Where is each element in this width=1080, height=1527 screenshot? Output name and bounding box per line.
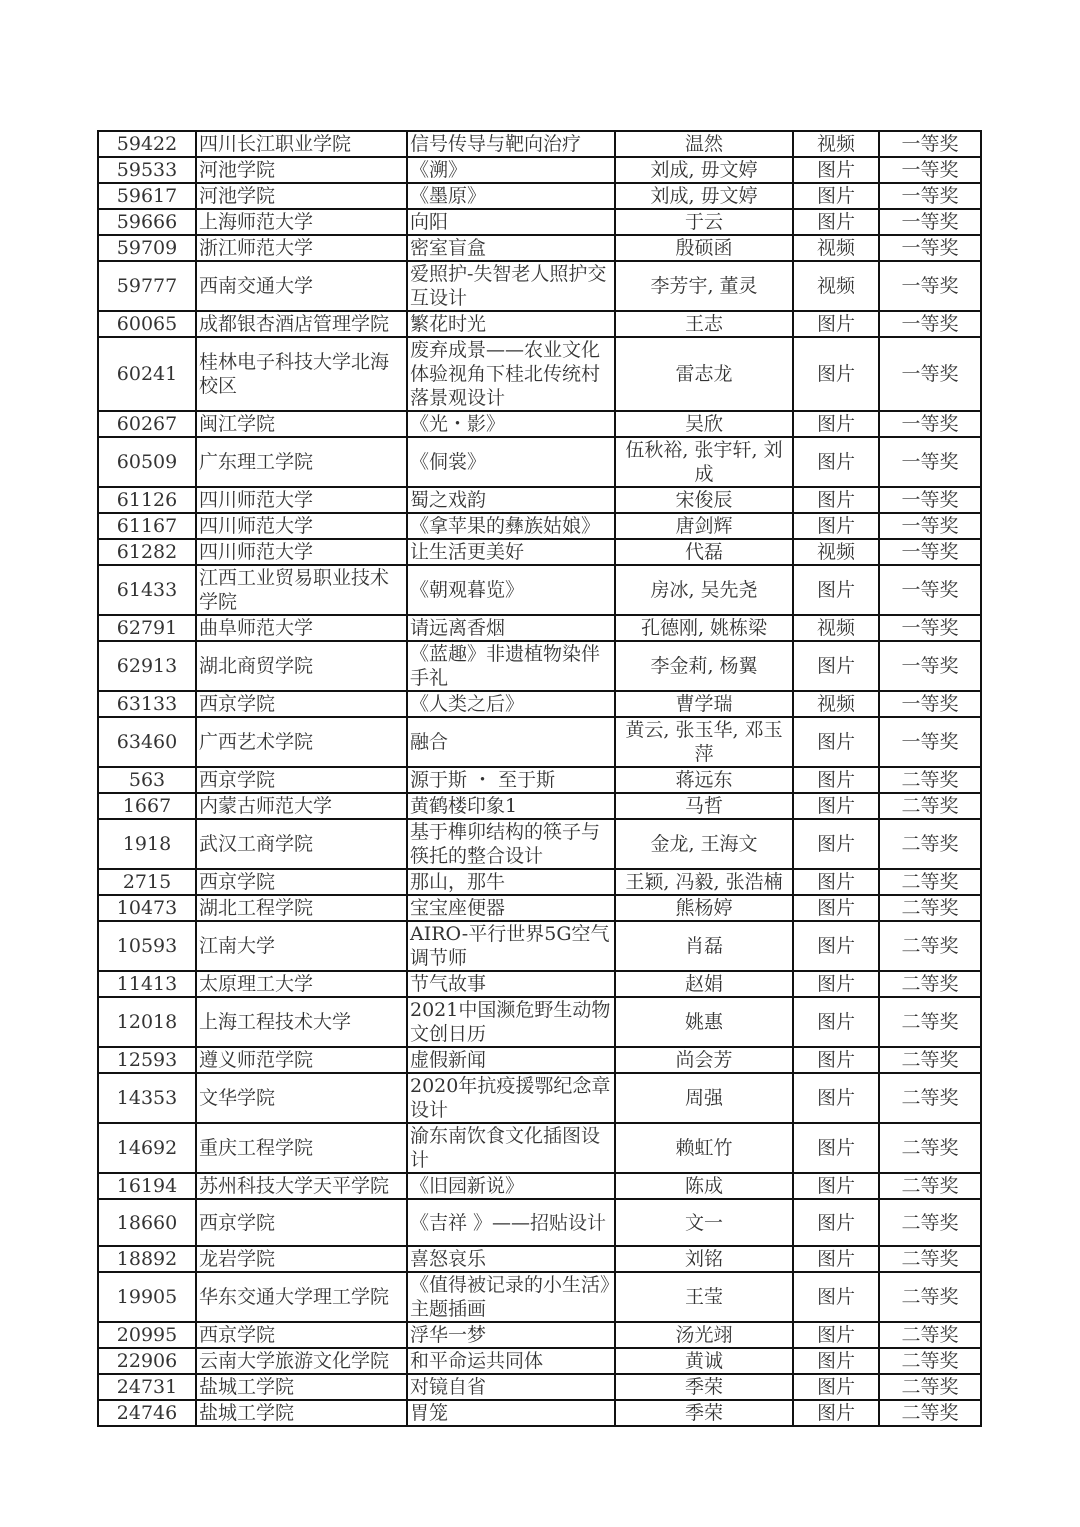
awards-table xyxy=(97,130,982,1427)
school-cell: 龙岩学院 xyxy=(196,1246,407,1272)
school-cell: 广西艺术学院 xyxy=(196,717,407,767)
author-cell: 蒋远东 xyxy=(615,767,793,793)
author-cell: 王志 xyxy=(615,311,793,337)
work-title-cell: 喜怒哀乐 xyxy=(407,1246,615,1272)
media-type-cell: 图片 xyxy=(793,565,879,615)
award-level-cell: 二等奖 xyxy=(879,1400,981,1426)
media-type-cell: 图片 xyxy=(793,1322,879,1348)
entry-id-cell: 60509 xyxy=(98,437,196,487)
entry-id-cell: 59617 xyxy=(98,183,196,209)
award-level-cell: 二等奖 xyxy=(879,793,981,819)
media-type-cell: 图片 xyxy=(793,437,879,487)
award-level-cell: 一等奖 xyxy=(879,487,981,513)
media-type-cell: 图片 xyxy=(793,793,879,819)
work-title-cell: AIRO-平行世界5G空气调节师 xyxy=(407,921,615,971)
author-cell: 马哲 xyxy=(615,793,793,819)
author-cell: 唐剑辉 xyxy=(615,513,793,539)
award-level-cell: 二等奖 xyxy=(879,1272,981,1322)
award-level-cell: 一等奖 xyxy=(879,691,981,717)
entry-id-cell: 12018 xyxy=(98,997,196,1047)
entry-id-cell: 22906 xyxy=(98,1348,196,1374)
media-type-cell: 图片 xyxy=(793,1374,879,1400)
award-level-cell: 二等奖 xyxy=(879,1246,981,1272)
entry-id-cell: 61126 xyxy=(98,487,196,513)
award-level-cell: 二等奖 xyxy=(879,1374,981,1400)
author-cell: 吴欣 xyxy=(615,411,793,437)
school-cell: 曲阜师范大学 xyxy=(196,615,407,641)
author-cell: 伍秋裕, 张宇轩, 刘成 xyxy=(615,437,793,487)
author-cell: 肖磊 xyxy=(615,921,793,971)
school-cell: 文华学院 xyxy=(196,1073,407,1123)
table-row xyxy=(98,1047,981,1073)
media-type-cell: 图片 xyxy=(793,895,879,921)
media-type-cell: 图片 xyxy=(793,717,879,767)
table-row xyxy=(98,895,981,921)
school-cell: 西京学院 xyxy=(196,691,407,717)
table-row xyxy=(98,691,981,717)
work-title-cell: 密室盲盒 xyxy=(407,235,615,261)
school-cell: 西京学院 xyxy=(196,1199,407,1246)
table-row xyxy=(98,717,981,767)
award-level-cell: 一等奖 xyxy=(879,717,981,767)
entry-id-cell: 1667 xyxy=(98,793,196,819)
media-type-cell: 图片 xyxy=(793,487,879,513)
award-level-cell: 二等奖 xyxy=(879,1047,981,1073)
school-cell: 盐城工学院 xyxy=(196,1400,407,1426)
author-cell: 李芳宇, 董灵 xyxy=(615,261,793,311)
media-type-cell: 图片 xyxy=(793,1199,879,1246)
school-cell: 遵义师范学院 xyxy=(196,1047,407,1073)
table-row xyxy=(98,183,981,209)
work-title-cell: 《溯》 xyxy=(407,157,615,183)
author-cell: 孔德刚, 姚栋梁 xyxy=(615,615,793,641)
work-title-cell: 2020年抗疫援鄂纪念章设计 xyxy=(407,1073,615,1123)
entry-id-cell: 61433 xyxy=(98,565,196,615)
table-row xyxy=(98,337,981,411)
work-title-cell: 让生活更美好 xyxy=(407,539,615,565)
school-cell: 四川长江职业学院 xyxy=(196,131,407,157)
work-title-cell: 宝宝座便器 xyxy=(407,895,615,921)
work-title-cell: 源于斯 ・ 至于斯 xyxy=(407,767,615,793)
work-title-cell: 繁花时光 xyxy=(407,311,615,337)
media-type-cell: 图片 xyxy=(793,183,879,209)
table-row xyxy=(98,793,981,819)
work-title-cell: 《朝观暮览》 xyxy=(407,565,615,615)
school-cell: 重庆工程学院 xyxy=(196,1123,407,1173)
school-cell: 华东交通大学理工学院 xyxy=(196,1272,407,1322)
entry-id-cell: 62791 xyxy=(98,615,196,641)
media-type-cell: 视频 xyxy=(793,691,879,717)
media-type-cell: 图片 xyxy=(793,971,879,997)
media-type-cell: 图片 xyxy=(793,157,879,183)
author-cell: 赵娟 xyxy=(615,971,793,997)
author-cell: 曹学瑞 xyxy=(615,691,793,717)
media-type-cell: 图片 xyxy=(793,209,879,235)
award-level-cell: 二等奖 xyxy=(879,767,981,793)
table-row xyxy=(98,539,981,565)
table-row xyxy=(98,209,981,235)
entry-id-cell: 18660 xyxy=(98,1199,196,1246)
media-type-cell: 视频 xyxy=(793,235,879,261)
entry-id-cell: 10593 xyxy=(98,921,196,971)
author-cell: 刘铭 xyxy=(615,1246,793,1272)
entry-id-cell: 14353 xyxy=(98,1073,196,1123)
author-cell: 金龙, 王海文 xyxy=(615,819,793,869)
media-type-cell: 视频 xyxy=(793,261,879,311)
work-title-cell: 《墨原》 xyxy=(407,183,615,209)
school-cell: 上海师范大学 xyxy=(196,209,407,235)
table-row xyxy=(98,261,981,311)
table-row xyxy=(98,1173,981,1199)
table-row xyxy=(98,131,981,157)
table-row xyxy=(98,641,981,691)
entry-id-cell: 61282 xyxy=(98,539,196,565)
table-row xyxy=(98,1322,981,1348)
award-level-cell: 一等奖 xyxy=(879,565,981,615)
award-level-cell: 一等奖 xyxy=(879,183,981,209)
media-type-cell: 视频 xyxy=(793,539,879,565)
school-cell: 广东理工学院 xyxy=(196,437,407,487)
media-type-cell: 图片 xyxy=(793,1123,879,1173)
entry-id-cell: 14692 xyxy=(98,1123,196,1173)
school-cell: 西南交通大学 xyxy=(196,261,407,311)
work-title-cell: 和平命运共同体 xyxy=(407,1348,615,1374)
work-title-cell: 《旧园新说》 xyxy=(407,1173,615,1199)
media-type-cell: 图片 xyxy=(793,1073,879,1123)
work-title-cell: 胃笼 xyxy=(407,1400,615,1426)
author-cell: 刘成, 毋文婷 xyxy=(615,157,793,183)
media-type-cell: 图片 xyxy=(793,921,879,971)
school-cell: 闽江学院 xyxy=(196,411,407,437)
work-title-cell: 黄鹤楼印象1 xyxy=(407,793,615,819)
author-cell: 于云 xyxy=(615,209,793,235)
author-cell: 姚惠 xyxy=(615,997,793,1047)
author-cell: 季荣 xyxy=(615,1400,793,1426)
media-type-cell: 图片 xyxy=(793,1246,879,1272)
table-row xyxy=(98,1374,981,1400)
award-level-cell: 二等奖 xyxy=(879,1348,981,1374)
media-type-cell: 图片 xyxy=(793,1348,879,1374)
entry-id-cell: 59709 xyxy=(98,235,196,261)
table-row xyxy=(98,1400,981,1426)
school-cell: 上海工程技术大学 xyxy=(196,997,407,1047)
table-row xyxy=(98,1348,981,1374)
award-level-cell: 二等奖 xyxy=(879,997,981,1047)
table-row xyxy=(98,411,981,437)
work-title-cell: 《吉祥 》——招贴设计 xyxy=(407,1199,615,1246)
entry-id-cell: 11413 xyxy=(98,971,196,997)
work-title-cell: 《人类之后》 xyxy=(407,691,615,717)
school-cell: 西京学院 xyxy=(196,1322,407,1348)
table-row xyxy=(98,767,981,793)
school-cell: 浙江师范大学 xyxy=(196,235,407,261)
media-type-cell: 图片 xyxy=(793,1047,879,1073)
author-cell: 宋俊辰 xyxy=(615,487,793,513)
table-row xyxy=(98,1123,981,1173)
work-title-cell: 渝东南饮食文化插图设计 xyxy=(407,1123,615,1173)
school-cell: 苏州科技大学天平学院 xyxy=(196,1173,407,1199)
school-cell: 江西工业贸易职业技术学院 xyxy=(196,565,407,615)
entry-id-cell: 59533 xyxy=(98,157,196,183)
media-type-cell: 图片 xyxy=(793,1400,879,1426)
entry-id-cell: 16194 xyxy=(98,1173,196,1199)
author-cell: 黄云, 张玉华, 邓玉萍 xyxy=(615,717,793,767)
table-row xyxy=(98,1199,981,1246)
school-cell: 河池学院 xyxy=(196,157,407,183)
media-type-cell: 视频 xyxy=(793,131,879,157)
work-title-cell: 蜀之戏韵 xyxy=(407,487,615,513)
entry-id-cell: 12593 xyxy=(98,1047,196,1073)
school-cell: 湖北工程学院 xyxy=(196,895,407,921)
award-level-cell: 二等奖 xyxy=(879,819,981,869)
award-level-cell: 二等奖 xyxy=(879,895,981,921)
award-level-cell: 一等奖 xyxy=(879,209,981,235)
work-title-cell: 《光・影》 xyxy=(407,411,615,437)
school-cell: 河池学院 xyxy=(196,183,407,209)
entry-id-cell: 24746 xyxy=(98,1400,196,1426)
work-title-cell: 《侗裳》 xyxy=(407,437,615,487)
award-level-cell: 一等奖 xyxy=(879,311,981,337)
entry-id-cell: 24731 xyxy=(98,1374,196,1400)
work-title-cell: 《蓝趣》非遗植物染伴手礼 xyxy=(407,641,615,691)
media-type-cell: 视频 xyxy=(793,615,879,641)
entry-id-cell: 63133 xyxy=(98,691,196,717)
work-title-cell: 对镜自省 xyxy=(407,1374,615,1400)
media-type-cell: 图片 xyxy=(793,997,879,1047)
author-cell: 黄诚 xyxy=(615,1348,793,1374)
author-cell: 季荣 xyxy=(615,1374,793,1400)
award-level-cell: 二等奖 xyxy=(879,1199,981,1246)
media-type-cell: 图片 xyxy=(793,641,879,691)
table-row xyxy=(98,869,981,895)
author-cell: 李金莉, 杨翼 xyxy=(615,641,793,691)
media-type-cell: 图片 xyxy=(793,513,879,539)
entry-id-cell: 19905 xyxy=(98,1272,196,1322)
award-level-cell: 二等奖 xyxy=(879,1173,981,1199)
school-cell: 四川师范大学 xyxy=(196,487,407,513)
school-cell: 西京学院 xyxy=(196,767,407,793)
school-cell: 江南大学 xyxy=(196,921,407,971)
work-title-cell: 那山，那牛 xyxy=(407,869,615,895)
school-cell: 西京学院 xyxy=(196,869,407,895)
work-title-cell: 虚假新闻 xyxy=(407,1047,615,1073)
author-cell: 文一 xyxy=(615,1199,793,1246)
entry-id-cell: 60241 xyxy=(98,337,196,411)
table-row xyxy=(98,921,981,971)
table-row xyxy=(98,997,981,1047)
entry-id-cell: 63460 xyxy=(98,717,196,767)
author-cell: 王颖, 冯毅, 张浩楠 xyxy=(615,869,793,895)
awards-table-body xyxy=(98,131,981,1426)
school-cell: 四川师范大学 xyxy=(196,513,407,539)
award-level-cell: 二等奖 xyxy=(879,1073,981,1123)
table-row xyxy=(98,157,981,183)
author-cell: 熊杨婷 xyxy=(615,895,793,921)
media-type-cell: 图片 xyxy=(793,1173,879,1199)
entry-id-cell: 20995 xyxy=(98,1322,196,1348)
award-level-cell: 一等奖 xyxy=(879,261,981,311)
entry-id-cell: 18892 xyxy=(98,1246,196,1272)
media-type-cell: 图片 xyxy=(793,1272,879,1322)
school-cell: 湖北商贸学院 xyxy=(196,641,407,691)
entry-id-cell: 2715 xyxy=(98,869,196,895)
table-row xyxy=(98,1073,981,1123)
school-cell: 四川师范大学 xyxy=(196,539,407,565)
school-cell: 太原理工大学 xyxy=(196,971,407,997)
author-cell: 温然 xyxy=(615,131,793,157)
media-type-cell: 图片 xyxy=(793,311,879,337)
award-level-cell: 一等奖 xyxy=(879,539,981,565)
author-cell: 周强 xyxy=(615,1073,793,1123)
school-cell: 盐城工学院 xyxy=(196,1374,407,1400)
media-type-cell: 图片 xyxy=(793,411,879,437)
author-cell: 代磊 xyxy=(615,539,793,565)
author-cell: 房冰, 吴先尧 xyxy=(615,565,793,615)
entry-id-cell: 10473 xyxy=(98,895,196,921)
work-title-cell: 向阳 xyxy=(407,209,615,235)
table-row xyxy=(98,1272,981,1322)
award-level-cell: 二等奖 xyxy=(879,1123,981,1173)
table-row xyxy=(98,1246,981,1272)
author-cell: 赖虹竹 xyxy=(615,1123,793,1173)
table-row xyxy=(98,487,981,513)
work-title-cell: 《拿苹果的彝族姑娘》 xyxy=(407,513,615,539)
award-level-cell: 二等奖 xyxy=(879,921,981,971)
table-row xyxy=(98,311,981,337)
entry-id-cell: 59666 xyxy=(98,209,196,235)
award-level-cell: 一等奖 xyxy=(879,157,981,183)
work-title-cell: 请远离香烟 xyxy=(407,615,615,641)
media-type-cell: 图片 xyxy=(793,767,879,793)
entry-id-cell: 1918 xyxy=(98,819,196,869)
award-level-cell: 一等奖 xyxy=(879,615,981,641)
table-row xyxy=(98,615,981,641)
school-cell: 桂林电子科技大学北海校区 xyxy=(196,337,407,411)
entry-id-cell: 60065 xyxy=(98,311,196,337)
table-row xyxy=(98,971,981,997)
entry-id-cell: 61167 xyxy=(98,513,196,539)
media-type-cell: 图片 xyxy=(793,819,879,869)
author-cell: 殷硕函 xyxy=(615,235,793,261)
award-level-cell: 一等奖 xyxy=(879,437,981,487)
award-level-cell: 一等奖 xyxy=(879,337,981,411)
entry-id-cell: 59777 xyxy=(98,261,196,311)
school-cell: 云南大学旅游文化学院 xyxy=(196,1348,407,1374)
author-cell: 陈成 xyxy=(615,1173,793,1199)
award-level-cell: 一等奖 xyxy=(879,411,981,437)
work-title-cell: 爱照护-失智老人照护交互设计 xyxy=(407,261,615,311)
table-row xyxy=(98,565,981,615)
entry-id-cell: 62913 xyxy=(98,641,196,691)
award-level-cell: 一等奖 xyxy=(879,641,981,691)
entry-id-cell: 563 xyxy=(98,767,196,793)
author-cell: 王莹 xyxy=(615,1272,793,1322)
work-title-cell: 2021中国濒危野生动物文创日历 xyxy=(407,997,615,1047)
work-title-cell: 《值得被记录的小生活》主题插画 xyxy=(407,1272,615,1322)
award-level-cell: 一等奖 xyxy=(879,513,981,539)
author-cell: 雷志龙 xyxy=(615,337,793,411)
award-level-cell: 一等奖 xyxy=(879,235,981,261)
school-cell: 成都银杏酒店管理学院 xyxy=(196,311,407,337)
table-row xyxy=(98,235,981,261)
school-cell: 内蒙古师范大学 xyxy=(196,793,407,819)
work-title-cell: 信号传导与靶向治疗 xyxy=(407,131,615,157)
author-cell: 刘成, 毋文婷 xyxy=(615,183,793,209)
work-title-cell: 基于榫卯结构的筷子与筷托的整合设计 xyxy=(407,819,615,869)
media-type-cell: 图片 xyxy=(793,869,879,895)
table-row xyxy=(98,513,981,539)
author-cell: 汤光翊 xyxy=(615,1322,793,1348)
award-level-cell: 一等奖 xyxy=(879,131,981,157)
entry-id-cell: 60267 xyxy=(98,411,196,437)
entry-id-cell: 59422 xyxy=(98,131,196,157)
work-title-cell: 浮华一梦 xyxy=(407,1322,615,1348)
award-level-cell: 二等奖 xyxy=(879,971,981,997)
table-row xyxy=(98,819,981,869)
award-level-cell: 二等奖 xyxy=(879,1322,981,1348)
work-title-cell: 废弃成景——农业文化体验视角下桂北传统村落景观设计 xyxy=(407,337,615,411)
author-cell: 尚会芳 xyxy=(615,1047,793,1073)
work-title-cell: 节气故事 xyxy=(407,971,615,997)
table-row xyxy=(98,437,981,487)
award-level-cell: 二等奖 xyxy=(879,869,981,895)
media-type-cell: 图片 xyxy=(793,337,879,411)
work-title-cell: 融合 xyxy=(407,717,615,767)
school-cell: 武汉工商学院 xyxy=(196,819,407,869)
